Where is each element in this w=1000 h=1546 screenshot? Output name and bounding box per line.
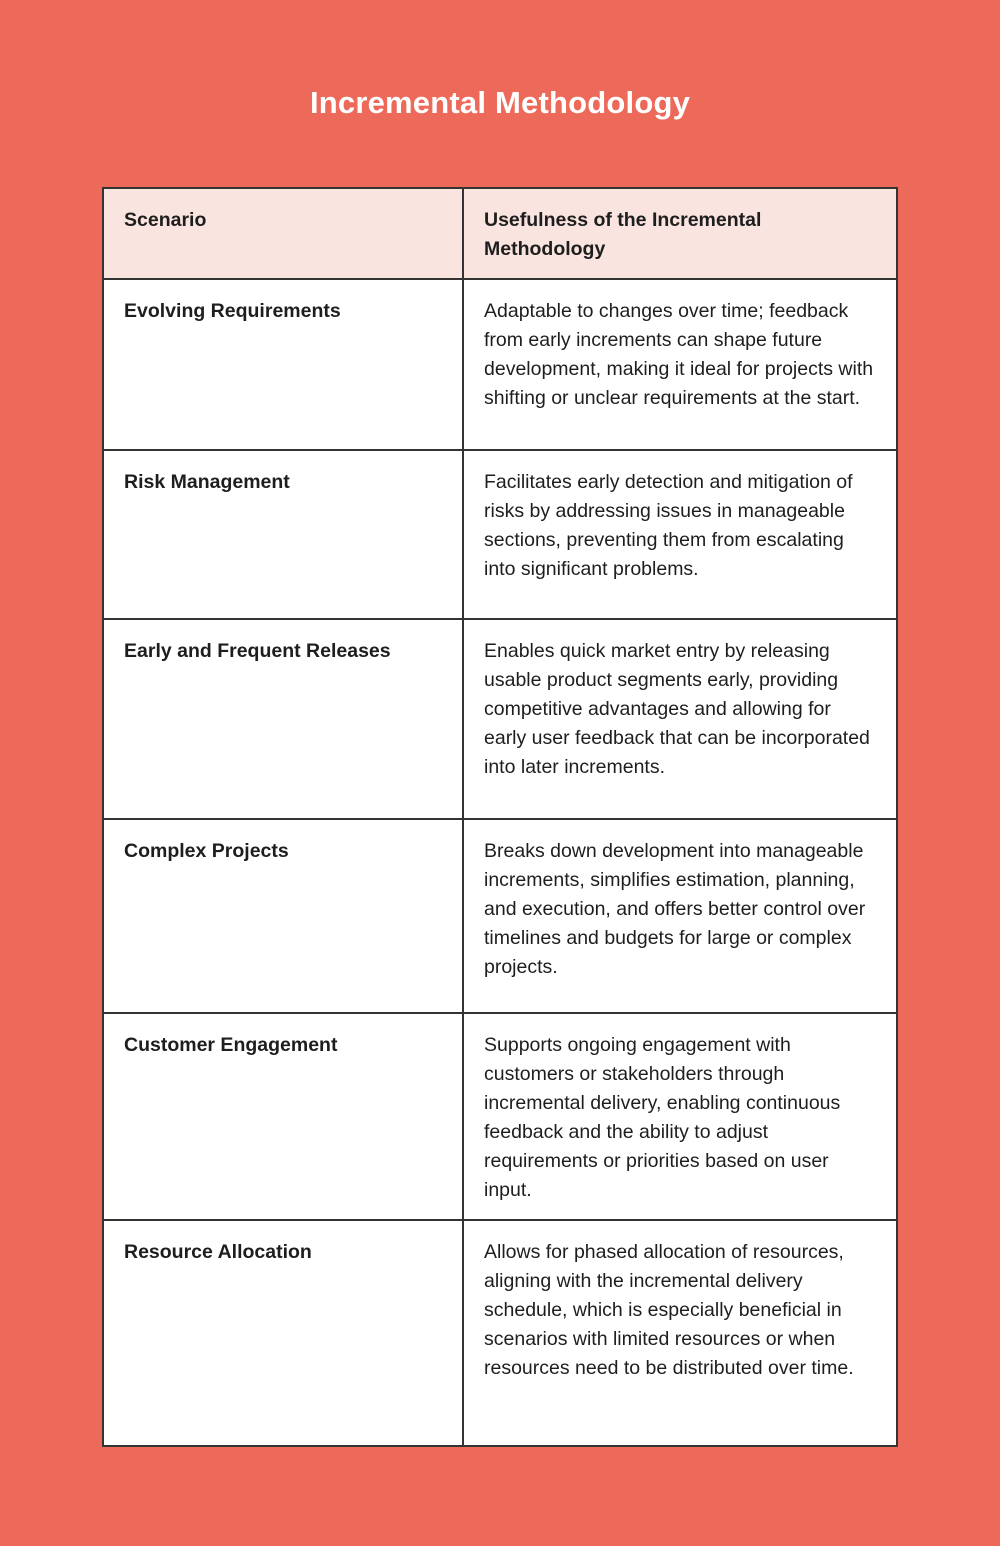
scenario-cell: Customer Engagement [103, 1013, 463, 1220]
table-row [103, 279, 897, 450]
usefulness-cell: Allows for phased allocation of resources, aligning with the incremental delivery schedule, which is especially beneficial in scenarios with limited resources or when resources need to be distributed over time. [463, 1220, 897, 1446]
table-row [103, 450, 897, 619]
usefulness-cell: Adaptable to changes over time; feedback from early increments can shape future development, making it ideal for projects with shifting or unclear requirements at the start. [463, 279, 897, 450]
usefulness-cell: Facilitates early detection and mitigation of risks by addressing issues in manageable sections, preventing them from escalating into significant problems. [463, 450, 897, 619]
table-row [103, 619, 897, 819]
scenario-cell: Evolving Requirements [103, 279, 463, 450]
scenario-cell: Early and Frequent Releases [103, 619, 463, 819]
column-header-scenario: Scenario [103, 188, 463, 279]
scenario-cell: Risk Management [103, 450, 463, 619]
page-title: Incremental Methodology [309, 85, 691, 120]
usefulness-cell: Breaks down development into manageable increments, simplifies estimation, planning, and execution, and offers better control over timelines and budgets for large or complex projects. [463, 819, 897, 1013]
incremental-methodology-table [102, 187, 898, 1447]
usefulness-cell: Supports ongoing engagement with customers or stakeholders through incremental delivery, enabling continuous feedback and the ability to adjust requirements or priorities based on user input. [463, 1013, 897, 1220]
scenario-cell: Complex Projects [103, 819, 463, 1013]
scenario-cell: Resource Allocation [103, 1220, 463, 1446]
usefulness-cell: Enables quick market entry by releasing usable product segments early, providing competitive advantages and allowing for early user feedback that can be incorporated into later increments. [463, 619, 897, 819]
column-header-usefulness: Usefulness of the Incremental Methodology [463, 188, 897, 279]
table-header-row [103, 188, 897, 279]
table-row [103, 1013, 897, 1220]
table-row [103, 819, 897, 1013]
table-row [103, 1220, 897, 1446]
